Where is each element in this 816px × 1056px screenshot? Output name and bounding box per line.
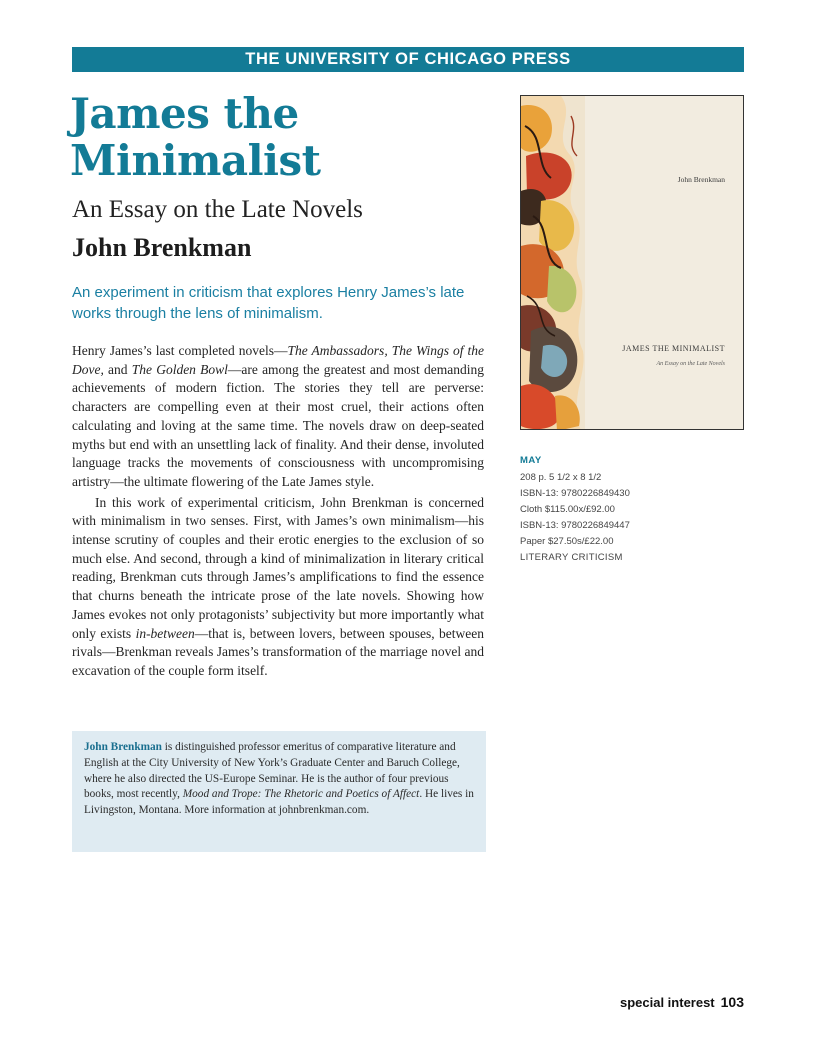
bio-book-title: Mood and Trope: The Rhetoric and Poetics of Affect [182,788,420,801]
bio-text: is distinguished professor emeritus of comparative literature and English at the City University of New York’s Graduate Center and Baruch College, where he also directed the US-Europe Seminar. He is the author of four previous books, most recently, [84,741,460,801]
text-run: Henry James’s last completed novels— [72,343,288,358]
paper-price: Paper $27.50s/£22.00 [520,536,614,547]
description-paragraph-1 [72,342,484,492]
text-run: In this work of experimental criticism, John Brenkman is concerned with minimalism in two senses. First, with James’s own minimalism—his intense scrutiny of couples and their erotic energies to the exclusion of so much else. And second, through a kind of minimalization in literary critical reading, Brenkman cuts through James’s amplifications to find the essence that churns beneath the intricate prose of the late novels. Showing how James evokes not only protagonists’ subjectivity but more importantly what only exists [72,494,484,641]
cover-subtitle: An Essay on the Late Novels [656,361,725,367]
isbn-paper: ISBN-13: 9780226849447 [520,520,630,531]
book-author: John Brenkman [72,233,252,262]
isbn-cloth: ISBN-13: 9780226849430 [520,488,630,499]
cover-title: JAMES THE MINIMALIST [622,344,725,353]
book-metadata [520,453,630,566]
book-description [72,342,484,681]
page-number: 103 [720,994,744,1010]
title-line-2: Minimalist [70,136,321,185]
cover-author-name: John Brenkman [677,175,725,184]
bio-text: . He lives in Livingston, Montana. More information at johnbrenkman.com. [84,788,474,817]
author-bio-box [72,731,486,852]
book-title [70,90,321,184]
title-line-1: James the [70,89,299,138]
page-footer [620,994,744,1010]
italic-term: in-between [135,625,195,641]
page-count: 208 p. 5 1/2 x 8 1/2 [520,472,602,483]
text-run: —that is, between lovers, between spouses, between rivals—Brenkman reveals James’s transformation of the marriage novel and excavation of the couple form itself. [72,625,484,678]
text-run: —are among the greatest and most demanding achievements of modern fiction. The stories they tell are perverse: characters are compelling even at their most cruel, their actions often calculating and loving at the same time. The novels draw on deep-seated myths but end with an unsettling lack of finality. And their dense, involuted language tracks the movements of consciousness with uncompromising artistry—the ultimate flowering of the Late James style. [72,361,484,489]
italic-title: The Golden Bowl [131,361,228,377]
description-paragraph-2 [72,494,484,681]
book-tagline: An experiment in criticism that explores Henry James’s late works through the lens of minimalism. [72,284,465,322]
cloth-price: Cloth $115.00x/£92.00 [520,504,615,515]
italic-title: The Ambassadors, The Wings of the Dove, [72,343,484,377]
publisher-banner: THE UNIVERSITY OF CHICAGO PRESS [72,47,744,72]
publication-month: MAY [520,455,542,466]
book-category: LITERARY CRITICISM [520,552,623,563]
bio-author-name: John Brenkman [84,741,162,753]
cover-painting-art [521,96,744,430]
text-run: and [103,361,132,377]
book-cover-image [520,95,744,430]
book-subtitle: An Essay on the Late Novels [72,196,363,223]
footer-section: special interest [619,995,715,1010]
